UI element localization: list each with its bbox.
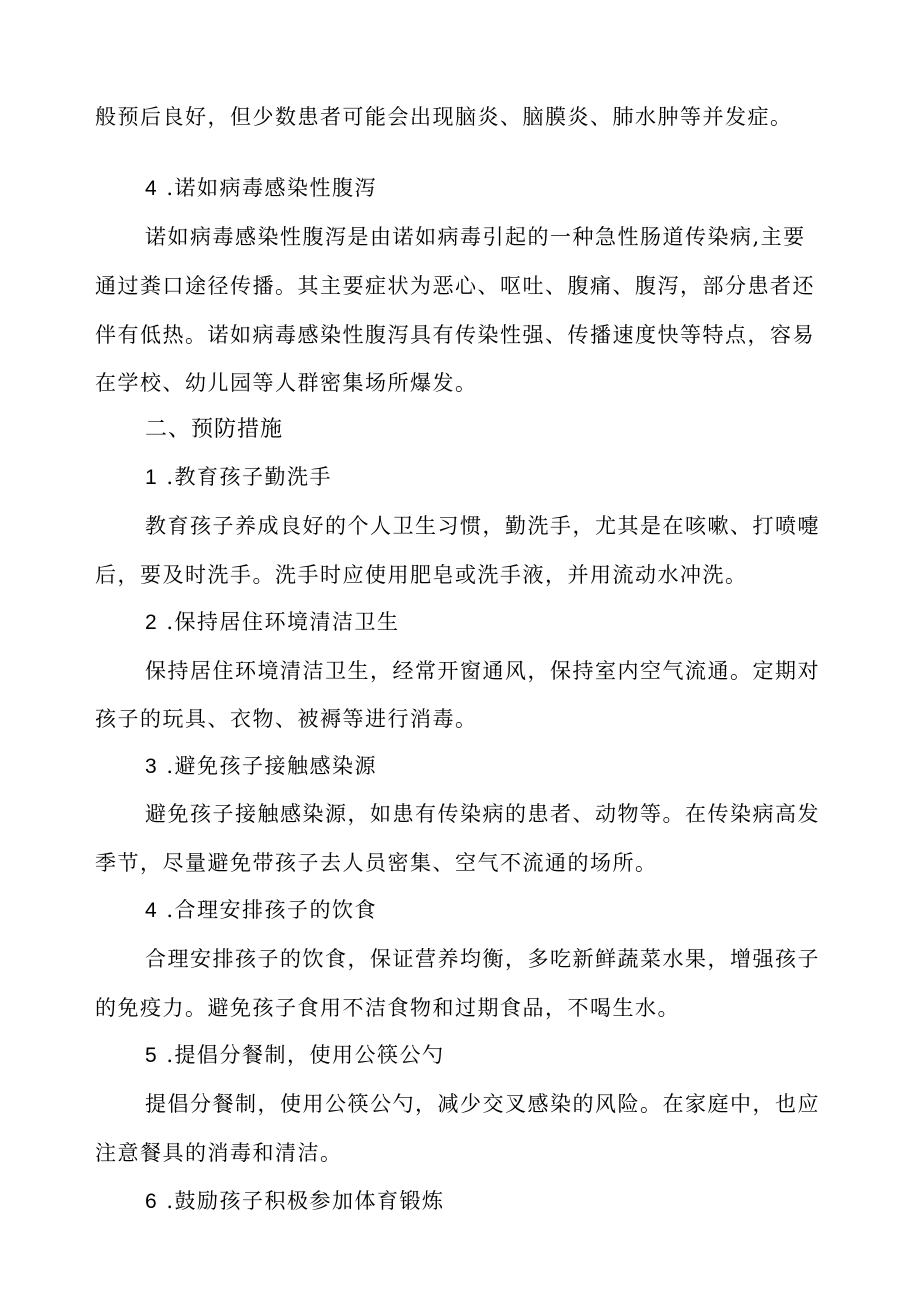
measure-title: .教育孩子勤洗手: [166, 465, 333, 489]
measure-paragraph-line: 后，要及时洗手。洗手时应使用肥皂或洗手液，并用流动水冲洗。: [95, 563, 748, 587]
measure-paragraph-line: 合理安排孩子的饮食，保证营养均衡，多吃新鲜蔬菜水果，增强孩子: [145, 947, 820, 971]
measure-title: .避免孩子接触感染源: [166, 754, 378, 778]
measure-heading: [145, 463, 332, 492]
measure-number: 5: [145, 1044, 159, 1067]
measure-title: .鼓励孩子积极参加体育锻炼: [166, 1189, 445, 1213]
norovirus-title: .诺如病毒感染性腹泻: [166, 176, 378, 200]
intro-tail-line: 般预后良好，但少数患者可能会出现脑炎、脑膜炎、肺水肿等并发症。: [95, 105, 793, 129]
measure-heading: [145, 608, 400, 637]
measure-paragraph-line: 避免孩子接触感染源，如患有传染病的患者、动物等。在传染病高发: [145, 802, 820, 826]
measure-title: .提倡分餐制，使用公筷公勺: [166, 1043, 445, 1067]
measure-title: .保持居住环境清洁卫生: [166, 610, 400, 634]
measure-heading: [145, 1187, 445, 1216]
measure-heading: [145, 896, 377, 925]
norovirus-paragraph-line: 通过粪口途径传播。其主要症状为恶心、呕吐、腹痛、腹泻，部分患者还: [95, 274, 815, 298]
measure-heading: [145, 1041, 445, 1070]
section-heading-prevention: 二、预防措施: [145, 417, 284, 442]
measure-paragraph-line: 的免疫力。避免孩子食用不洁食物和过期食品，不喝生水。: [95, 996, 680, 1020]
norovirus-number: 4: [145, 177, 159, 200]
measure-number: 2: [145, 611, 159, 634]
measure-paragraph-line: 注意餐具的消毒和清洁。: [95, 1141, 343, 1165]
norovirus-paragraph-line: 在学校、幼儿园等人群密集场所爆发。: [95, 371, 478, 395]
measure-number: 1: [145, 466, 159, 489]
measure-paragraph-line: 保持居住环境清洁卫生，经常开窗通风，保持室内空气流通。定期对: [145, 659, 820, 683]
norovirus-paragraph-line: 诺如病毒感染性腹泻是由诺如病毒引起的一种急性肠道传染病,主要: [145, 225, 806, 249]
measure-paragraph-line: 提倡分餐制，使用公筷公勺，减少交叉感染的风险。在家庭中，也应: [145, 1092, 820, 1116]
measure-paragraph-line: 孩子的玩具、衣物、被褥等进行消毒。: [95, 707, 478, 731]
measure-number: 6: [145, 1190, 159, 1213]
measure-number: 3: [145, 755, 159, 778]
norovirus-heading: [145, 174, 377, 203]
measure-paragraph-line: 教育孩子养成良好的个人卫生习惯，勤洗手，尤其是在咳嗽、打喷嚏: [145, 514, 820, 538]
measure-paragraph-line: 季节，尽量避免带孩子去人员密集、空气不流通的场所。: [95, 851, 658, 875]
measure-heading: [145, 752, 377, 781]
measure-title: .合理安排孩子的饮食: [166, 898, 378, 922]
norovirus-paragraph-line: 伴有低热。诺如病毒感染性腹泻具有传染性强、传播速度快等特点，容易: [95, 323, 815, 347]
measure-number: 4: [145, 899, 159, 922]
